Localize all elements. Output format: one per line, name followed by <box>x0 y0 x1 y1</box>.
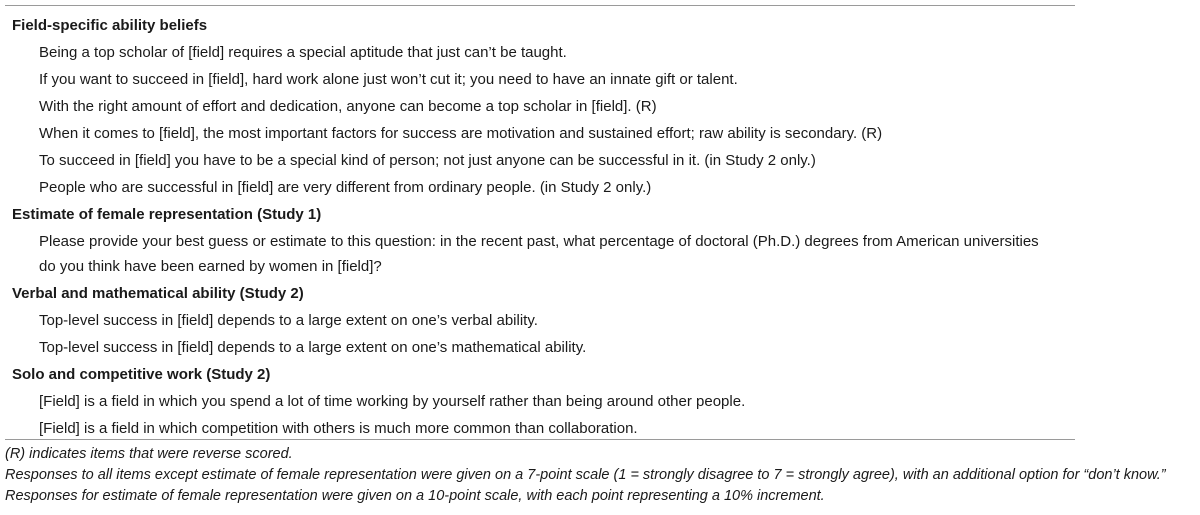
table-top-rule <box>5 5 1075 6</box>
item-row: If you want to succeed in [field], hard work alone just won’t cut it; you need to have an innate gift or talent. <box>39 71 738 88</box>
item-row: To succeed in [field] you have to be a special kind of person; not just anyone can be successful in it. (in Study 2 only.) <box>39 152 816 169</box>
footnote-reverse-scored: (R) indicates items that were reverse scored. <box>5 446 293 462</box>
table-bottom-rule <box>5 439 1075 440</box>
item-row: When it comes to [field], the most important factors for success are motivation and sustained effort; raw ability is secondary. (R) <box>39 125 883 142</box>
item-row: [Field] is a field in which competition with others is much more common than collaboration. <box>39 420 638 437</box>
section-heading-ability-beliefs: Field-specific ability beliefs <box>12 17 208 34</box>
item-row: Top-level success in [field] depends to a large extent on one’s verbal ability. <box>39 312 538 329</box>
table-footnotes <box>5 444 1197 507</box>
table-body <box>0 12 1080 442</box>
section-heading-solo-competitive: Solo and competitive work (Study 2) <box>12 366 271 383</box>
section-heading-verbal-math: Verbal and mathematical ability (Study 2) <box>12 285 304 302</box>
section-heading-female-representation: Estimate of female representation (Study 1) <box>12 206 322 223</box>
item-row: Please provide your best guess or estimate to this question: in the recent past, what percentage of doctoral (Ph.D.) degrees from American universities do you think have been earned by women in [field]? <box>39 233 1039 275</box>
item-row: Top-level success in [field] depends to a large extent on one’s mathematical ability. <box>39 339 587 356</box>
item-row: [Field] is a field in which you spend a lot of time working by yourself rather than being around other people. <box>39 393 746 410</box>
item-row: Being a top scholar of [field] requires a special aptitude that just can’t be taught. <box>39 44 567 61</box>
footnote-response-scale: Responses to all items except estimate of female representation were given on a 7-point scale (1 = strongly disagree to 7 = strongly agree), with an additional option for “don’t know.” Responses for estimate of female representation were given on a 10-point scale, with each point representing a 10% increment. <box>5 467 1166 504</box>
item-row: People who are successful in [field] are very different from ordinary people. (in Study 2 only.) <box>39 179 652 196</box>
item-row: With the right amount of effort and dedication, anyone can become a top scholar in [field]. (R) <box>39 98 657 115</box>
